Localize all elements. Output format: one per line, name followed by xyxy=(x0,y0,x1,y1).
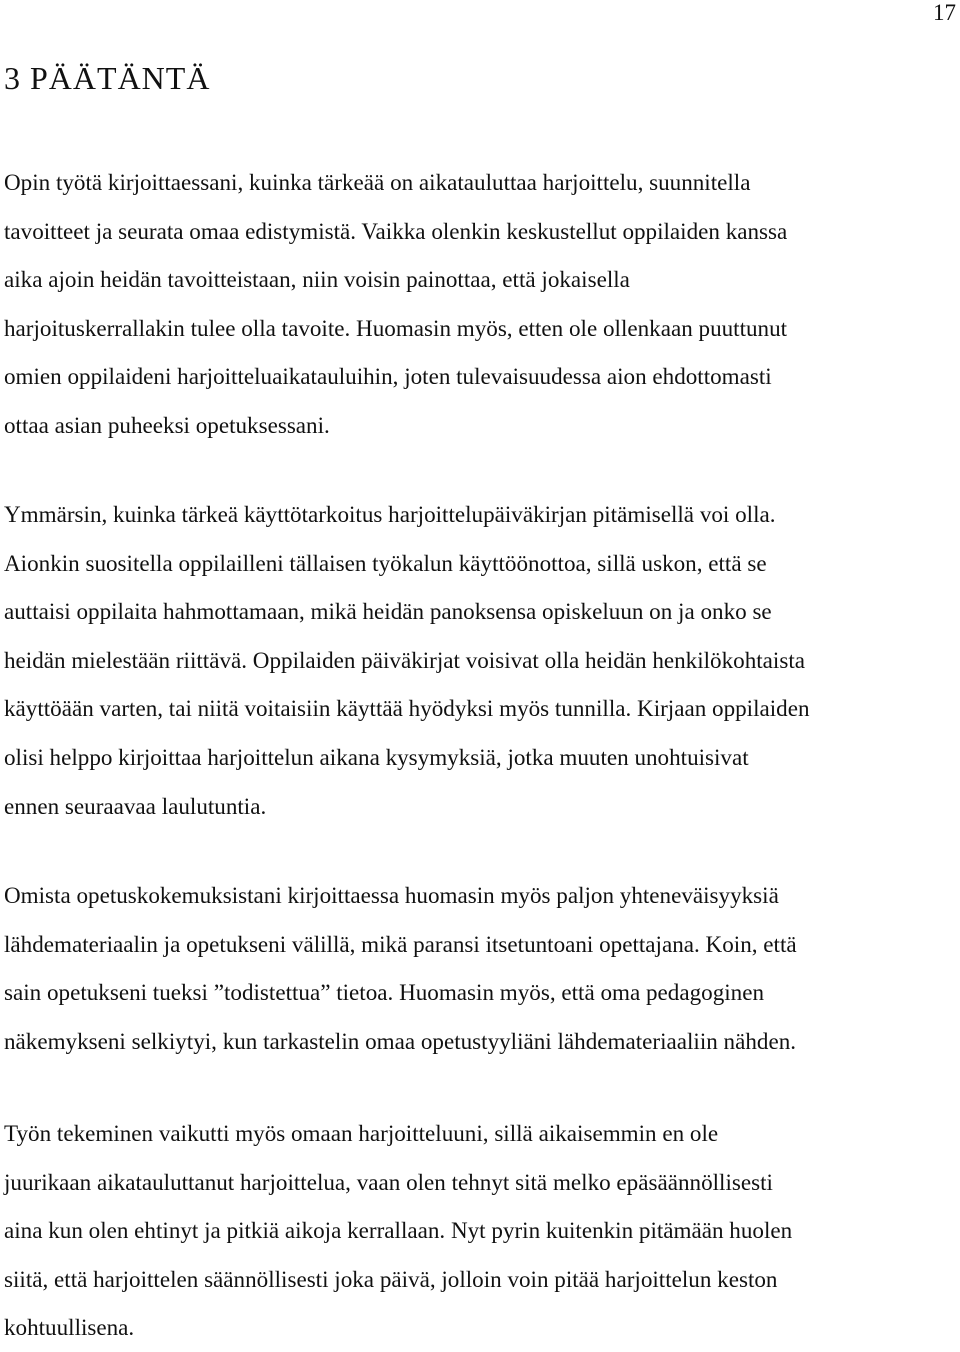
paragraph-2: Ymmärsin, kuinka tärkeä käyttötarkoitus harjoittelupäiväkirjan pitämisellä voi olla. Aionkin suositella oppilailleni tällaisen työkalun käyttöönottoa, sillä uskon, että se auttaisi oppilaita hahmottamaan, mikä heidän panoksensa opiskeluun on ja onko se heidän mielestään riittävä. Oppilaiden päiväkirjat voisivat olla heidän henkilökohtaista käyttöään varten, tai niitä voitaisiin käyttää hyödyksi myös tunnilla. Kirjaan oppilaiden olisi helppo kirjoittaa harjoittelun aikana kysymyksiä, jotka muuten unohtuisivat ennen seuraavaa laulutuntia. xyxy=(4,501,810,819)
paragraph-3: Omista opetuskokemuksistani kirjoittaessa huomasin myös paljon yhteneväisyyksiä lähdemateriaalin ja opetukseni välillä, mikä paransi itsetuntoani opettajana. Koin, että sain opetukseni tueksi ”todistettua” tietoa. Huomasin myös, että oma pedagoginen näkemykseni selkiytyi, kun tarkastelin omaa opetustyyliäni lähdemateriaaliin nähden. xyxy=(4,882,797,1054)
chapter-heading: 3 PÄÄTÄNTÄ xyxy=(4,60,211,96)
paragraph-4: Työn tekeminen vaikutti myös omaan harjoitteluuni, sillä aikaisemmin en ole juurikaan aikatauluttanut harjoittelua, vaan olen tehnyt sitä melko epäsäännöllisesti aina kun olen ehtinyt ja pitkiä aikoja kerrallaan. Nyt pyrin kuitenkin pitämään huolen siitä, että harjoittelen säännöllisesti joka päivä, jolloin voin pitää harjoittelun keston kohtuullisena. xyxy=(4,1120,793,1341)
paragraph-1: Opin työtä kirjoittaessani, kuinka tärkeää on aikatauluttaa harjoittelu, suunnitella tavoitteet ja seurata omaa edistymistä. Vaikka olenkin keskustellut oppilaiden kanssa aika ajoin heidän tavoitteistaan, niin voisin painottaa, että jokaisella harjoituskerrallakin tulee olla tavoite. Huomasin myös, etten ole ollenkaan puuttunut omien oppilaideni harjoitteluaikatauluihin, joten tulevaisuudessa aion ehdottomasti ottaa asian puheeksi opetuksessani. xyxy=(4,169,788,438)
page-number: 17 xyxy=(933,0,956,25)
